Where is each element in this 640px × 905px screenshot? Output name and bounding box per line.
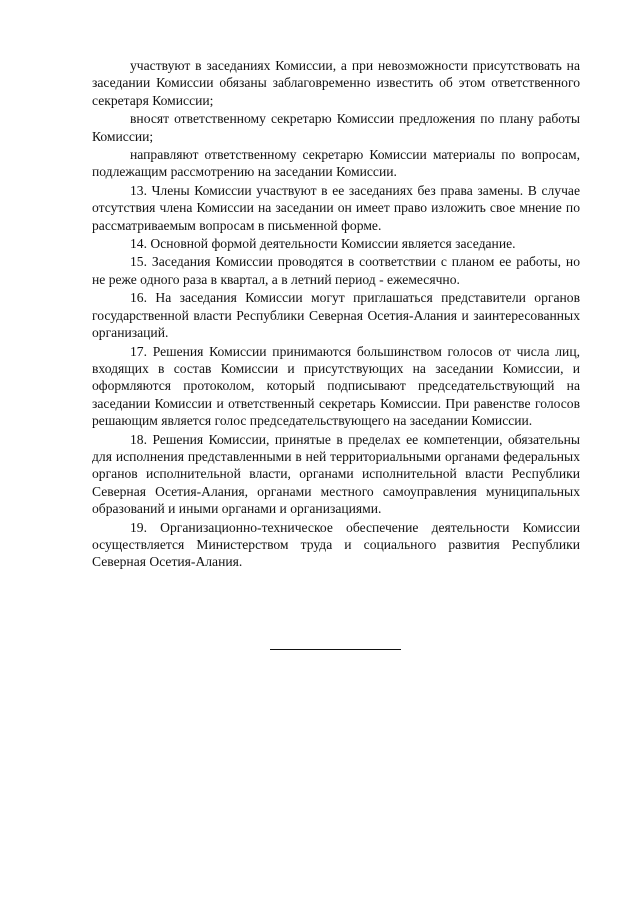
paragraph-item-16: 16. На заседания Комиссии могут приглашаться представители органов государственной власти Республики Северная Осетия-Алания и заинтересованных организаций. bbox=[92, 290, 580, 341]
paragraph-item-17: 17. Решения Комиссии принимаются большинством голосов от числа лиц, входящих в состав Комиссии и присутствующих на заседании Комиссии, и оформляются протоколом, который подписывают председательствующий на заседании Комиссии и ответственный секретарь Комиссии. При равенстве голосов решающим является голос председательствующего на заседании Комиссии. bbox=[92, 343, 580, 429]
paragraph-item-15: 15. Заседания Комиссии проводятся в соответствии с планом ее работы, но не реже одного раза в квартал, а в летний период - ежемесячно. bbox=[92, 254, 580, 287]
paragraph-item-19: 19. Организационно-техническое обеспечение деятельности Комиссии осуществляется Министерством труда и социального развития Республики Северная Осетия-Алания. bbox=[92, 519, 580, 570]
document-body bbox=[92, 57, 580, 571]
paragraph-item-14: 14. Основной формой деятельности Комиссии является заседание. bbox=[130, 236, 516, 252]
paragraph-members-attend: участвуют в заседаниях Комиссии, а при невозможности присутствовать на заседании Комиссии обязаны заблаговременно известить об этом ответственного секретаря Комиссии; bbox=[92, 58, 580, 108]
paragraph-item-13: 13. Члены Комиссии участвуют в ее заседаниях без права замены. В случае отсутствия члена Комиссии на заседании он имеет право изложить свое мнение по рассматриваемым вопросам в письменной форме. bbox=[92, 182, 580, 233]
paragraph-members-proposals: вносят ответственному секретарю Комиссии предложения по плану работы Комиссии; bbox=[92, 111, 580, 144]
closing-divider-line bbox=[270, 649, 401, 650]
paragraph-item-18: 18. Решения Комиссии, принятые в пределах ее компетенции, обязательны для исполнения представленными в ней территориальными органами федеральных органов исполнительной власти, органами исполнительной власти Республики Северная Осетия-Алания, органами местного самоуправления муниципальных образований и иными органами и организациями. bbox=[92, 431, 580, 517]
paragraph-members-materials: направляют ответственному секретарю Комиссии материалы по вопросам, подлежащим рассмотрению на заседании Комиссии. bbox=[92, 147, 580, 180]
